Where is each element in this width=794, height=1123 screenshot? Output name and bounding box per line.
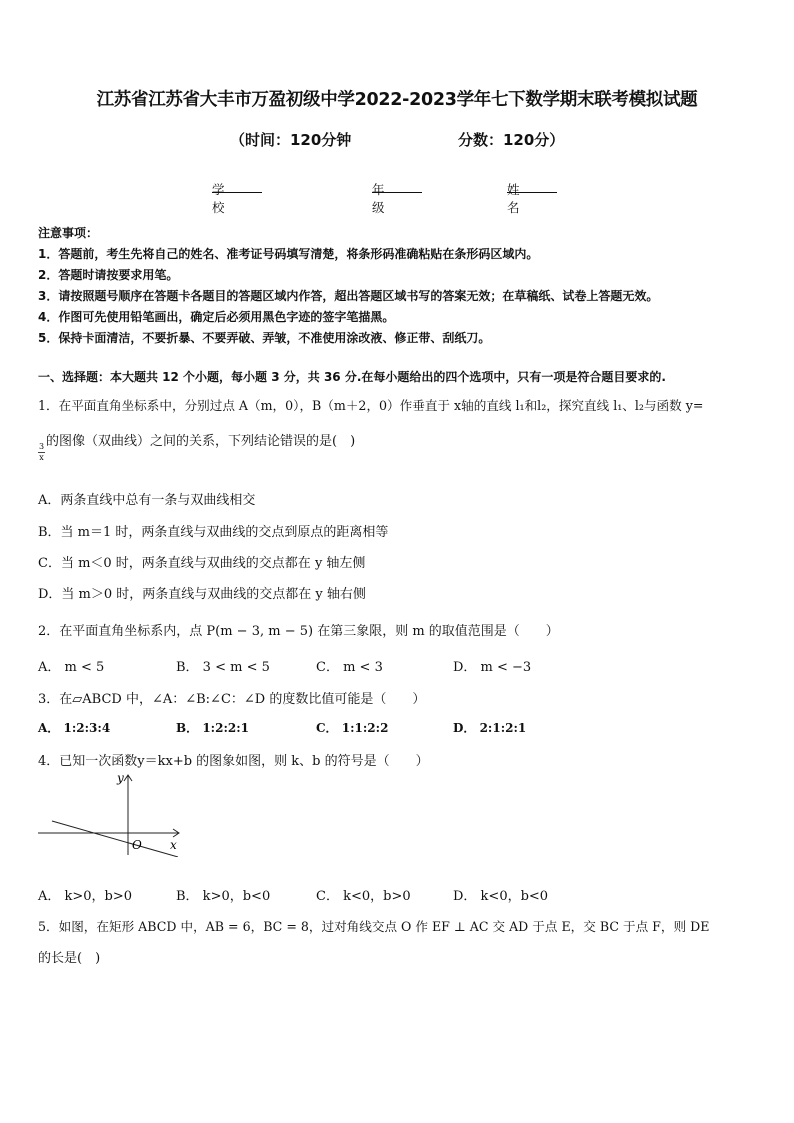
question-4-option-c[interactable]: C． k<0，b>0	[316, 889, 411, 904]
question-2-option-c[interactable]: C． m < 3	[316, 660, 383, 675]
question-4-option-d[interactable]: D． k<0，b<0	[453, 889, 549, 904]
grade-blank[interactable]	[372, 180, 422, 193]
notice-item: 4．作图可先使用铅笔画出，确定后必须用黑色字迹的签字笔描黑。	[38, 310, 395, 324]
question-3-option-b[interactable]: B． 1:2:2:1	[176, 721, 250, 735]
function-line	[52, 821, 178, 857]
question-3-option-c[interactable]: C． 1:1:2:2	[316, 721, 389, 735]
question-2-option-b[interactable]: B． 3 < m < 5	[176, 660, 270, 675]
school-blank[interactable]	[212, 180, 262, 193]
question-1-stem: 1．在平面直角坐标系中，分别过点 A（m，0），B（m＋2，0）作垂直于 x轴的直线 l₁和l₂，探究直线 l₁、l₂与函数 y=	[38, 398, 704, 413]
notice-item: 2．答题时请按要求用笔。	[38, 268, 179, 282]
school-label: 学校	[212, 182, 225, 215]
question-5-stem: 5．如图，在矩形 ABCD 中，AB = 6，BC = 8，过对角线交点 O 作 EF ⊥ AC 交 AD 于点 E，交 BC 于点 F，则 DE	[38, 919, 710, 934]
notice-heading: 注意事项：	[38, 226, 99, 240]
exam-title: 江苏省江苏省大丰市万盈初级中学2022-2023学年七下数学期末联考模拟试题	[96, 90, 698, 110]
section-heading: 一、选择题：本大题共 12 个小题，每小题 3 分，共 36 分.在每小题给出的四个选项中，只有一项是符合题目要求的.	[38, 370, 666, 384]
grade-label: 年级	[372, 182, 385, 215]
origin-label: O	[132, 838, 142, 852]
name-blank[interactable]	[507, 180, 557, 193]
question-3-option-a[interactable]: A． 1:2:3:4	[38, 721, 111, 735]
question-2-option-a[interactable]: A． m < 5	[38, 660, 105, 675]
question-3-stem: 3．在▱ABCD 中，∠A：∠B:∠C：∠D 的度数比值可能是（ ）	[38, 692, 426, 707]
notice-item: 5．保持卡面清洁，不要折暴、不要弄破、弄皱，不准使用涂改液、修正带、刮纸刀。	[38, 331, 491, 345]
question-2-option-d[interactable]: D． m < −3	[453, 660, 532, 675]
fraction-numerator: 3	[39, 442, 45, 451]
exam-time: （时间：120分钟	[230, 131, 352, 149]
question-1-option-c[interactable]: C．当 m＜0 时，两条直线与双曲线的交点都在 y 轴左侧	[38, 556, 366, 571]
question-2-stem: 2．在平面直角坐标系内，点 P(m − 3, m − 5) 在第三象限，则 m 的取值范围是（ ）	[38, 624, 559, 639]
question-4-option-b[interactable]: B． k>0，b<0	[176, 889, 271, 904]
question-3-option-d[interactable]: D． 2:1:2:1	[453, 721, 527, 735]
question-4-option-a[interactable]: A． k>0，b>0	[38, 889, 133, 904]
notice-item: 3．请按照题号顺序在答题卡各题目的答题区域内作答，超出答题区域书写的答案无效；在草稿纸、试卷上答题无效。	[38, 289, 659, 303]
question-1-option-a[interactable]: A．两条直线中总有一条与双曲线相交	[38, 493, 256, 508]
exam-meta	[0, 129, 794, 151]
question-1-option-b[interactable]: B．当 m＝1 时，两条直线与双曲线的交点到原点的距离相等	[38, 525, 389, 540]
question-4-stem: 4．已知一次函数y＝kx+b 的图象如图，则 k、b 的符号是（ ）	[38, 754, 429, 769]
question-1-stem-cont: 的图像（双曲线）之间的关系，下列结论错误的是( )	[46, 434, 356, 449]
exam-score: 分数：120分）	[458, 131, 565, 149]
fraction-denominator: x	[39, 453, 44, 462]
fraction-3-over-x	[38, 442, 45, 463]
name-label: 姓名	[507, 182, 520, 215]
linear-function-graph	[36, 771, 186, 857]
question-1-option-d[interactable]: D．当 m＞0 时，两条直线与双曲线的交点都在 y 轴右侧	[38, 587, 366, 602]
x-axis-label: x	[170, 838, 177, 852]
notice-block	[38, 223, 768, 349]
question-5-stem-cont: 的长是( )	[38, 951, 101, 966]
y-axis-label: y	[117, 771, 124, 785]
notice-item: 1．答题前，考生先将自己的姓名、准考证号码填写清楚，将条形码准确粘贴在条形码区域内。	[38, 247, 539, 261]
